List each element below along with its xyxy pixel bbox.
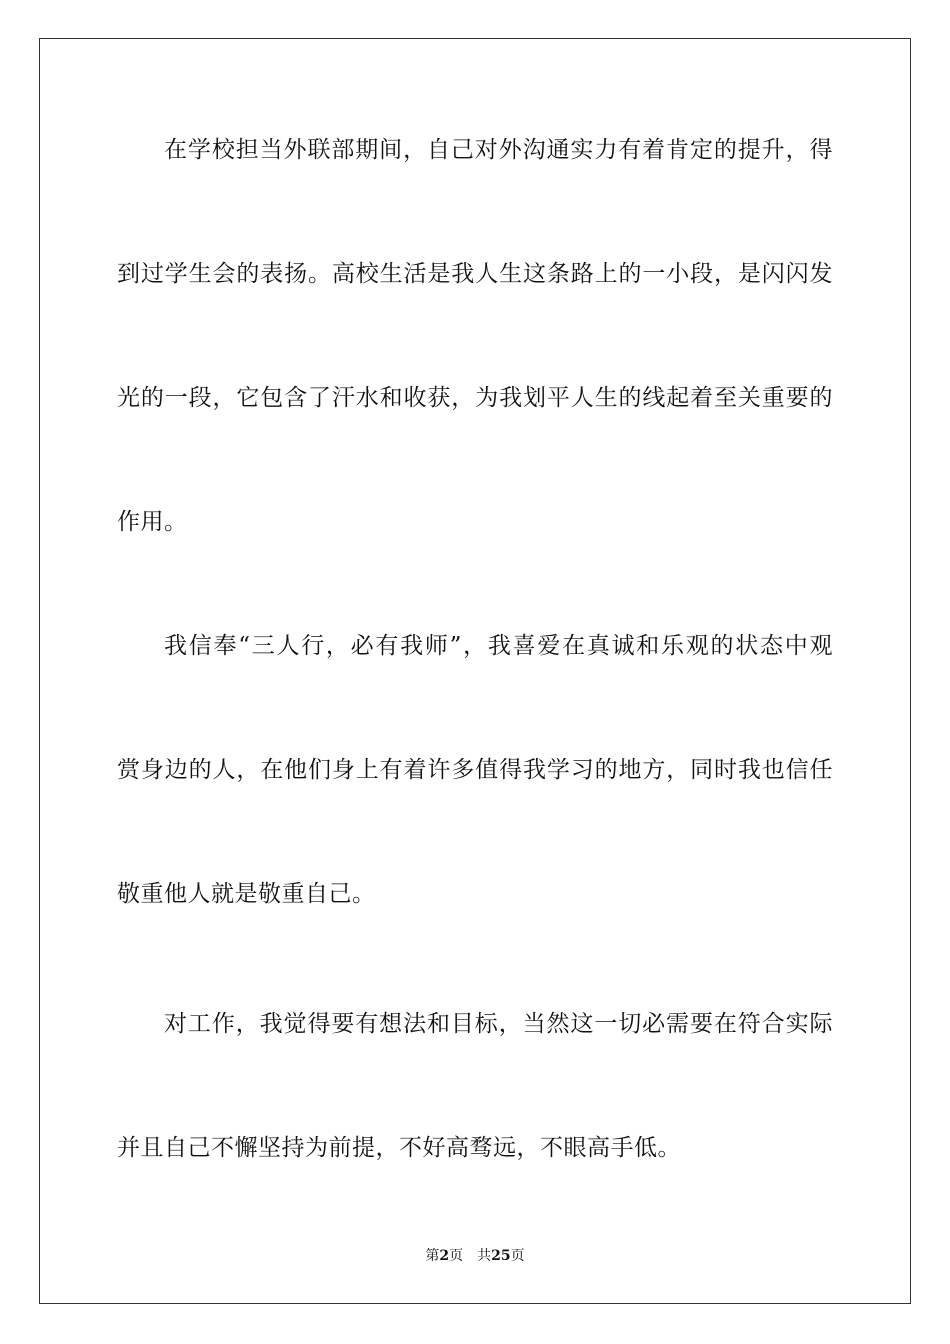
footer-page-number: 2 [439,1248,450,1264]
paragraph-1-line-3: 光的一段，它包含了汗水和收获，为我划平人生的线起着至关重要的 [117,385,833,411]
footer-total-prefix: 共 [477,1248,492,1264]
page-border [39,38,911,1304]
paragraph-1-line-4: 作用。 [117,509,188,535]
footer-page-prefix: 第 [425,1248,440,1264]
paragraph-2-line-3: 敬重他人就是敬重自己。 [117,881,376,907]
paragraph-3-line-2: 并且自己不懈坚持为前提，不好高骛远，不眼高手低。 [117,1135,681,1161]
page-footer [0,1246,950,1266]
paragraph-3-line-1: 对工作，我觉得要有想法和目标，当然这一切必需要在符合实际 [164,1011,833,1037]
paragraph-1-line-2: 到过学生会的表扬。高校生活是我人生这条路上的一小段，是闪闪发 [117,261,833,287]
paragraph-2-line-2: 赏身边的人，在他们身上有着许多值得我学习的地方，同时我也信任 [117,757,833,783]
footer-total-suffix: 页 [510,1248,525,1264]
footer-total-pages: 25 [491,1248,511,1264]
paragraph-2-line-1: 我信奉“三人行，必有我师”，我喜爱在真诚和乐观的状态中观 [164,633,833,659]
paragraph-1-line-1: 在学校担当外联部期间，自己对外沟通实力有着肯定的提升，得 [164,137,833,163]
footer-page-suffix: 页 [449,1248,464,1264]
